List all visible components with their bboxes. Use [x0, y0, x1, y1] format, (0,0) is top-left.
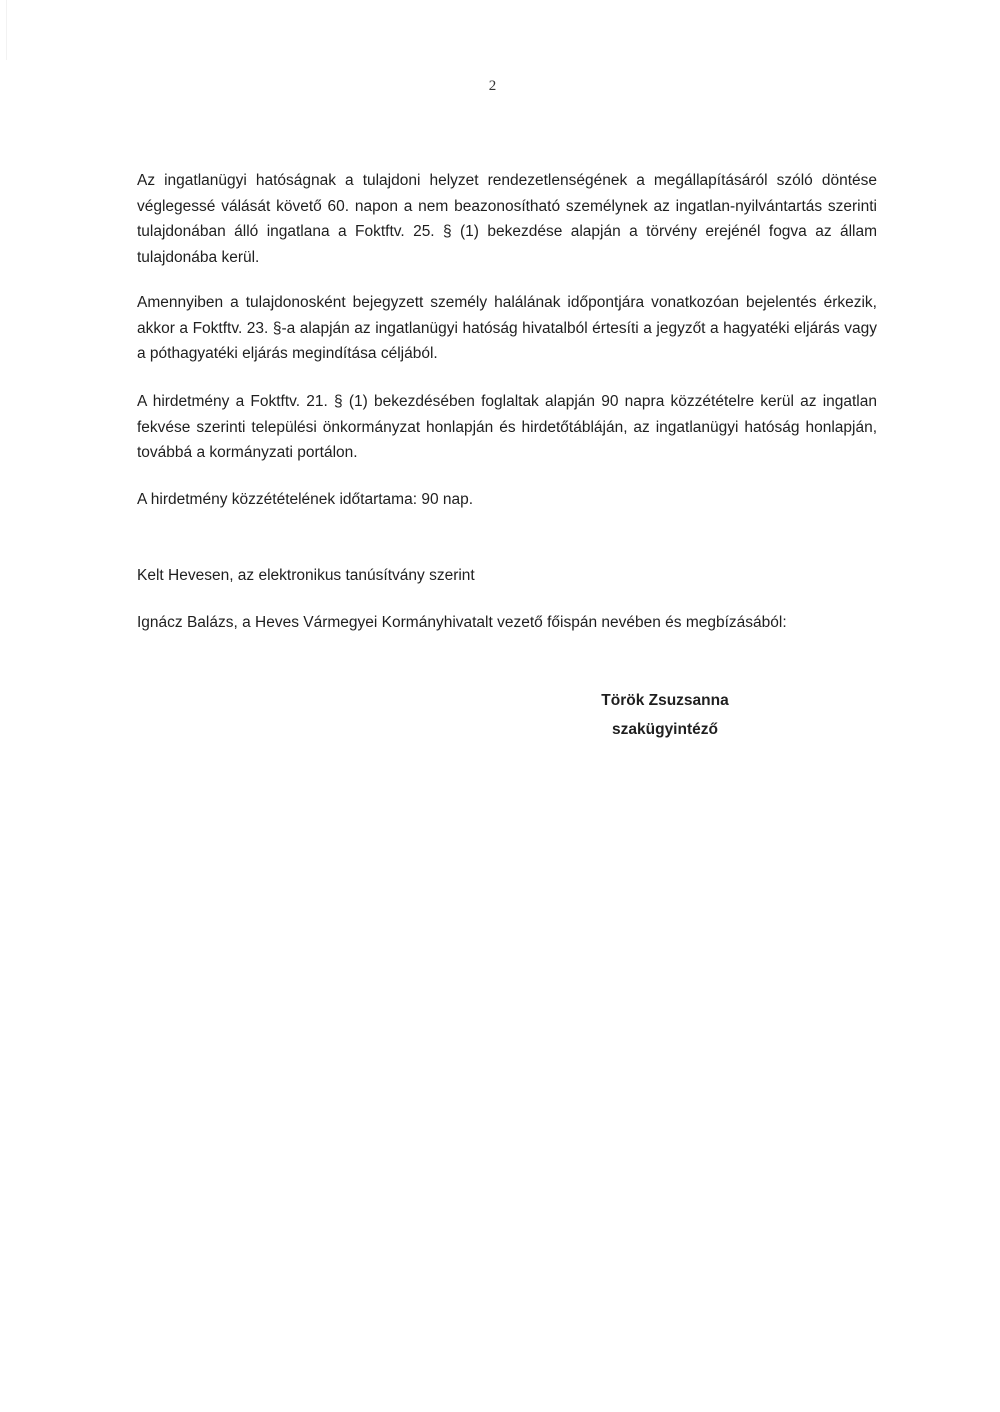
paragraph-publication: A hirdetmény a Foktftv. 21. § (1) bekezdésében foglaltak alapján 90 napra közzétételre kerül az ingatlan fekvése szerinti települési önkormányzat honlapján és hirdetőtábláján, az ingatlanügyi hatóság honlapján, továbbá a kormányzati portálon. [137, 393, 877, 461]
page-number: 2 [488, 78, 497, 94]
paragraph-place-date: Kelt Hevesen, az elektronikus tanúsítvány szerint [137, 567, 475, 584]
signatory-title: szakügyintéző [612, 721, 718, 738]
paragraph-state-ownership: Az ingatlanügyi hatóságnak a tulajdoni helyzet rendezetlenségének a megállapításáról szóló döntése véglegessé válását követő 60. napon a nem beazonosítható személynek az ingatlan-nyilvántartás szerinti tulajdonában álló ingatlana a Foktftv. 25. § (1) bekezdése alapján a törvény erejénél fogva az állam tulajdonába kerül. [137, 172, 877, 266]
signatory-name: Török Zsuzsanna [601, 692, 729, 709]
paragraph-on-behalf-of: Ignácz Balázs, a Heves Vármegyei Kormányhivatalt vezető főispán nevében és megbízásából: [137, 614, 787, 631]
scan-edge-mark [6, 0, 7, 60]
paragraph-publication-duration: A hirdetmény közzétételének időtartama: 90 nap. [137, 491, 474, 508]
paragraph-death-notification: Amennyiben a tulajdonosként bejegyzett személy halálának időpontjára vonatkozóan bejelentés érkezik, akkor a Foktftv. 23. §-a alapján az ingatlanügyi hatóság hivatalból értesíti a jegyzőt a hagyatéki eljárás vagy a póthagyatéki eljárás megindítása céljából. [137, 294, 877, 362]
